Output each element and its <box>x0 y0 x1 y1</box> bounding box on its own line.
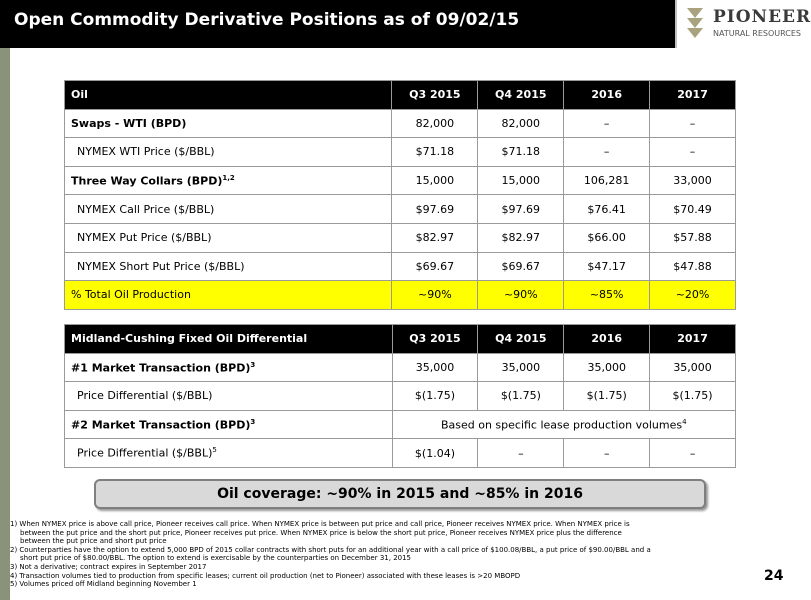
table-cell: 15,000 <box>392 166 478 195</box>
table-row <box>65 353 736 382</box>
footnote-marker: 3 <box>250 360 256 369</box>
footnote-marker: 1,2 <box>222 173 235 182</box>
table-row <box>65 166 736 195</box>
table-cell: $(1.75) <box>650 382 736 411</box>
footnote-line: 5) Volumes priced off Midland beginning November 1 <box>10 580 197 589</box>
row-label: Price Differential ($/BBL)$^5$ <box>65 439 393 468</box>
table-header-row <box>65 325 736 354</box>
footnote-marker: 4 <box>682 417 687 426</box>
table-cell: $97.69 <box>478 195 564 224</box>
header-cell: 2017 <box>650 81 736 110</box>
footnote-line: short put price of $80.00/BBL. The option to extend is exercisable by the counterparties on December 31, 2015 <box>20 554 412 563</box>
table-cell: 15,000 <box>478 166 564 195</box>
table-cell: 82,000 <box>478 109 564 138</box>
table-cell: – <box>650 439 736 468</box>
header-cell: 2016 <box>564 325 650 354</box>
table-cell: ~90% <box>392 281 478 310</box>
table-row <box>65 439 736 468</box>
footnote-line: between the put price and short put price <box>20 537 167 546</box>
header-bar <box>0 0 811 48</box>
table-row <box>65 223 736 252</box>
table-cell: – <box>564 138 650 167</box>
table-cell: – <box>650 109 736 138</box>
table-cell: 35,000 <box>392 353 478 382</box>
table-cell: $(1.75) <box>392 382 478 411</box>
company-logo <box>675 0 811 48</box>
table-cell: $69.67 <box>478 252 564 281</box>
table-cell: ~90% <box>478 281 564 310</box>
row-label: NYMEX Put Price ($/BBL) <box>65 223 392 252</box>
header-cell: Q3 2015 <box>392 81 478 110</box>
table-cell: $66.00 <box>564 223 650 252</box>
table-cell: $71.18 <box>392 138 478 167</box>
footnote-line: 2) Counterparties have the option to extend 5,000 BPD of 2015 collar contracts with short puts for an additional year with a call price of $100.08/BBL, a put price of $90.00/BBL and a <box>10 545 651 554</box>
midland-differential-table <box>64 324 736 468</box>
row-label: NYMEX Short Put Price ($/BBL) <box>65 252 392 281</box>
table-cell: $(1.04) <box>392 439 478 468</box>
header-cell: 2017 <box>650 325 736 354</box>
table-header-row <box>65 81 736 110</box>
row-label: NYMEX Call Price ($/BBL) <box>65 195 392 224</box>
spanning-cell: Based on specific lease production volumes$^4$ <box>392 410 735 439</box>
table-row <box>65 195 736 224</box>
table-cell: 33,000 <box>650 166 736 195</box>
footnote-line: 3) Not a derivative; contract expires in September 2017 <box>10 562 207 571</box>
table-cell: 82,000 <box>392 109 478 138</box>
header-cell: Q4 2015 <box>478 325 564 354</box>
table-cell: $97.69 <box>392 195 478 224</box>
row-label: #2 Market Transaction (BPD)$^3$ <box>65 410 393 439</box>
table-cell: 35,000 <box>478 353 564 382</box>
table-cell: $47.17 <box>564 252 650 281</box>
page-title: Open Commodity Derivative Positions as of 09/02/15 <box>14 10 520 30</box>
table-cell: $70.49 <box>650 195 736 224</box>
header-cell: Q3 2015 <box>392 325 478 354</box>
header-cell: Oil <box>65 81 392 110</box>
table-cell: $69.67 <box>392 252 478 281</box>
row-label: Price Differential ($/BBL) <box>65 382 393 411</box>
table-cell: $76.41 <box>564 195 650 224</box>
table-row <box>65 109 736 138</box>
footnote-marker: 5 <box>212 446 217 455</box>
footnote-line: 1) When NYMEX price is above call price, Pioneer receives call price. When NYMEX price is between put price and call price, Pioneer receives NYMEX price. When NYMEX price is <box>10 520 630 528</box>
table-cell: ~20% <box>650 281 736 310</box>
table-cell: $57.88 <box>650 223 736 252</box>
table-cell: 35,000 <box>650 353 736 382</box>
table-row <box>65 138 736 167</box>
table-row <box>65 252 736 281</box>
page-number: 24 <box>764 568 784 584</box>
pioneer-logo-icon <box>685 6 709 42</box>
table-cell: $47.88 <box>650 252 736 281</box>
table-cell: – <box>478 439 564 468</box>
footnotes <box>10 520 760 589</box>
header-cell: 2016 <box>564 81 650 110</box>
table-cell: – <box>564 109 650 138</box>
table-cell: 106,281 <box>564 166 650 195</box>
table-cell: $(1.75) <box>478 382 564 411</box>
table-row <box>65 382 736 411</box>
highlight-row <box>65 281 736 310</box>
logo-subtitle: NATURAL RESOURCES <box>713 29 802 38</box>
table-cell: ~85% <box>564 281 650 310</box>
coverage-callout: Oil coverage: ~90% in 2015 and ~85% in 2016 <box>94 479 706 509</box>
table-cell: – <box>650 138 736 167</box>
row-label: NYMEX WTI Price ($/BBL) <box>65 138 392 167</box>
footnote-line: between the put price and the short put price, Pioneer receives put price. When NYMEX price is below the short put price, Pioneer receives NYMEX price plus the difference <box>20 528 622 537</box>
table-row <box>65 410 736 439</box>
oil-derivatives-table <box>64 80 736 310</box>
logo-name: PIONEER <box>713 7 811 27</box>
row-label: % Total Oil Production <box>65 281 392 310</box>
table-cell: $82.97 <box>392 223 478 252</box>
footnote-marker: 3 <box>250 417 256 426</box>
row-label: #1 Market Transaction (BPD)$^3$ <box>65 353 393 382</box>
table-cell: 35,000 <box>564 353 650 382</box>
table-cell: $71.18 <box>478 138 564 167</box>
row-label: Swaps - WTI (BPD) <box>65 109 392 138</box>
row-label: Three Way Collars (BPD)$^{1,2}$ <box>65 166 392 195</box>
header-cell: Q4 2015 <box>478 81 564 110</box>
table-cell: $(1.75) <box>564 382 650 411</box>
footnote-line: 4) Transaction volumes tied to production from specific leases; current oil production (net to Pioneer) associated with these leases is >20 MBOPD <box>10 571 521 580</box>
header-cell: Midland-Cushing Fixed Oil Differential <box>65 325 393 354</box>
left-accent-bar <box>0 48 10 600</box>
table-cell: – <box>564 439 650 468</box>
table-cell: $82.97 <box>478 223 564 252</box>
